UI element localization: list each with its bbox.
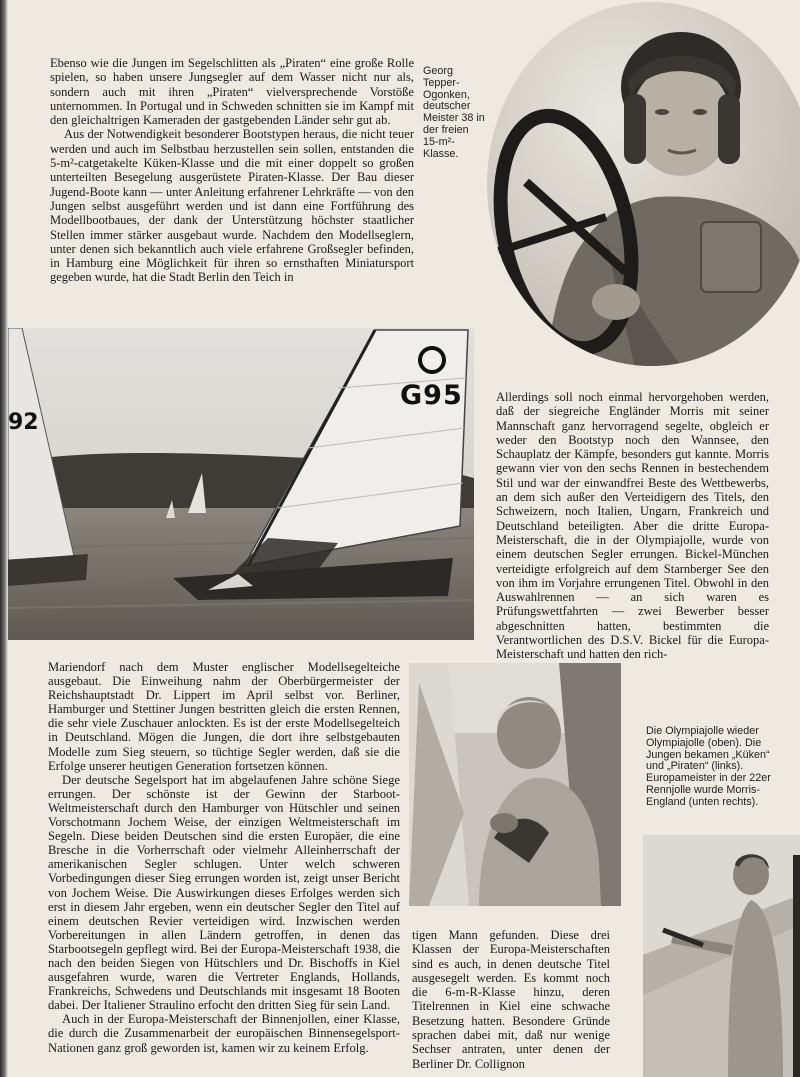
portrait-caption: Georg Tepper-Ogonken, deutscher Meister 38 in der freien 15-m²-Klasse. — [423, 65, 485, 160]
sail-number-left: 92 — [8, 410, 39, 435]
sail-number: G95 — [400, 380, 463, 411]
paragraph-binnenjollen: Auch in der Europa-Meisterschaft der Binnenjollen, einer Klasse, die durch die Zusammenarbeit der europäischen Binnensegelsport-Nationen ganz groß geworden ist, kamen wir zu keinem Erfolg. — [48, 1012, 400, 1055]
sailing-photo — [8, 328, 474, 640]
jollen-caption: Die Olympiajolle wieder Olympiajolle (oben). Die Jungen bekamen „Küken“ und „Piraten“ (links). Europameister in der 22er Rennjolle wurde Morris-England (unten rechts). — [646, 725, 771, 808]
paragraph-bootstypen: Aus der Notwendigkeit besonderer Bootstypen heraus, die nicht teuer werden und auch im Selbstbau herzustellen sein sollen, entstanden die 5-m²-catgetakelte Küken-Klasse und die mit einer doppelt so großen unterteilten Besegelung ausgerüstete Piraten-Klasse. Der Bau dieser Jugend-Boote kann — unter Anleitung erfahrener Lehrkräfte — von den Jungen selbst ausgeführt werden und ist dann eine Fortführung des Modellbootbaues, der dank der Unterstützung höchster staatlicher Stellen immer stärker ausgebaut wurde. Nachdem den Modellseglern, unter denen sich bekanntlich auch viele erfahrene Großsegler befinden, in Hamburg eine Möglichkeit für ihren so ernsthaften Miniatursport gegeben wurde, hat die Stadt Berlin den Teich in — [50, 127, 414, 285]
article-column-lower-left — [48, 660, 400, 1072]
paragraph-piraten: Ebenso wie die Jungen im Segelschlitten als „Piraten“ eine große Rolle spielen, so haben unsere Jungsegler auf dem Wasser nicht nur als, sondern auch mit ihren „Piraten“ vielversprechende Vorstöße unternommen. In Portugal und in Schweden schnitten sie im Kampf mit den gleichaltrigen Kameraden der gastgebenden Länder sehr gut ab. — [50, 56, 414, 128]
article-column-lower-mid — [412, 928, 610, 1072]
portrait-photo — [486, 2, 800, 372]
paragraph-richtigen-mann: tigen Mann gefunden. Diese drei Klassen der Europa-Meisterschaften sind es auch, in denen deutsche Titel ausgesegelt werden. Es kommt noch die 6-m-R-Klasse hinzu, deren Titelrennen in Kiel eine schwache Besetzung hatten. Besondere Gründe sprachen dabei mit, daß nur wenige Sechser antraten, unter denen der Berliner Dr. Collignon — [412, 928, 610, 1071]
paragraph-mariendorf: Mariendorf nach dem Muster englischer Modellsegelteiche ausgebaut. Die Einweihung nahm der Oberbürgermeister der Reichshauptstadt Dr. Lippert im April selbst vor. Berliner, Hamburger und Stettiner Jungen bestritten gleich die ersten Rennen, die sehr viele Zuschauer anlockten. Es ist der erste Modellsegelteich in Deutschland. Mögen die Jungen, die dort ihre selbstgebauten Modelle zum Sieg steuern, so tüchtige Segler werden, daß sie die Erfolge unserer heutigen Generation fortsetzen können. — [48, 660, 400, 773]
article-column-right-mid — [496, 390, 769, 675]
article-column-top — [50, 56, 414, 326]
paragraph-segelsport: Der deutsche Segelsport hat im abgelaufenen Jahre schöne Siege errungen. Der schönste ist der Gewinn der Starboot-Weltmeisterschaft durch den Hamburger von Hütschler und seinen Vorschotmann Jochem Weise, der einzigen Weltmeisterschaft im Segeln. Diese beiden Deutschen sind die ersten Europäer, die eine Bresche in die Vorherrschaft oder vielmehr Alleinherrschaft der amerikanischen Segler schlugen. Unter welch schweren Vorbedingungen dieser Sieg errungen worden ist, zeigt unser Bericht von Jochem Weise. Die Auswirkungen dieses Erfolges werden sich erst in diesem Jahr ergeben, wenn ein deutscher Segler den Titel auf einem deutschen Revier verteidigen wird. Inzwischen werden Vorbereitungen in allen Ländern getroffen, in denen das Starbootsegeln gepflegt wird. Bei der Europa-Meisterschaft 1938, die nach den beiden Siegen von Hütschlers und Dr. Bischoffs in Kiel ausgefahren wurde, waren die Vertreter Englands, Hollands, Frankreichs, Schwedens und Deutschlands mit insgesamt 18 Booten dabei. Der Italiener Straulino erfocht den dritten Sieg für sein Land. — [48, 772, 400, 1013]
boy-photo — [409, 663, 621, 906]
binding-gutter — [0, 0, 8, 1077]
sailor-photo — [643, 835, 800, 1077]
paragraph-morris: Allerdings soll noch einmal hervorgehoben werden, daß der siegreiche Engländer Morris mit seiner Mannschaft ganz hervorragend segelte, obgleich er weder den Bootstyp noch den Wannsee, den Schauplatz der Kämpfe, besonders gut kannte. Morris gewann vier von den sechs Rennen in bestechendem Stil und war der einwandfrei Beste des Wettbewerbs, an dem sich außer den Verteidigern des Titels, den Schweizern, noch Italien, Ungarn, Frankreich und Deutschland beteiligten. Aber die dritte Europa-Meisterschaft, die in der Olympiajolle, wurde von einem deutschen Segler errungen. Bickel-München verteidigte erfolgreich auf dem Starnberger See den von ihm im Vorjahre errungenen Titel. Obwohl in den Auswahlrennen — an sich waren es Prüfungswettfahrten — zwei Bewerber besser abgeschnitten hatten, bestimmten die Verantwortlichen des D.S.V. Bickel für die Europa-Meisterschaft und hatten den rich- — [496, 390, 769, 662]
